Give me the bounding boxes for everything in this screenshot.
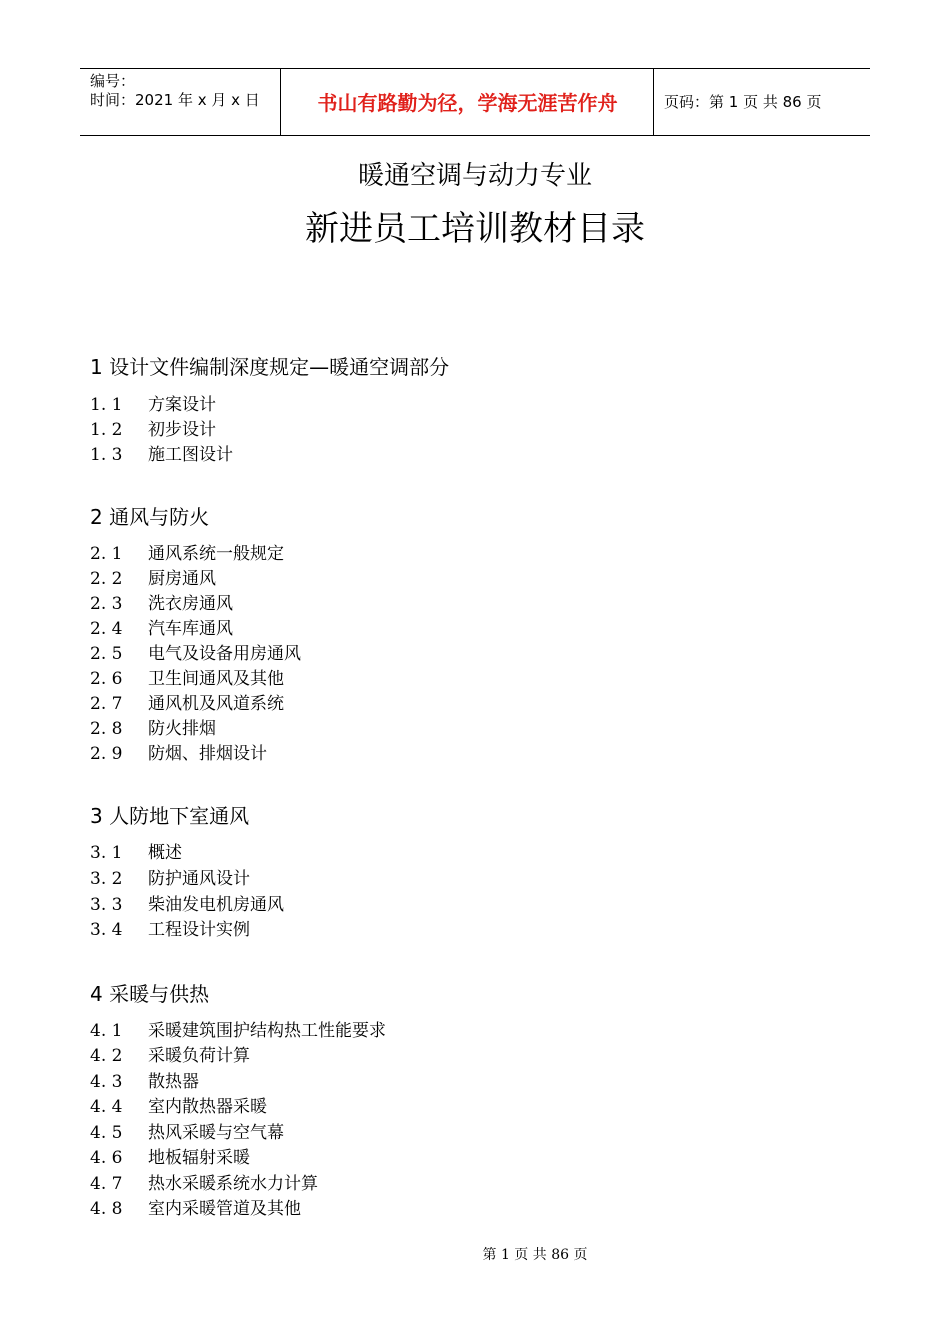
- item-number: 4. 2: [90, 1046, 123, 1066]
- item-number: 2. 3: [90, 594, 123, 614]
- item-text: 散热器: [148, 1072, 199, 1092]
- item-text: 汽车库通风: [148, 619, 233, 639]
- list-item: [90, 568, 216, 590]
- item-text: 室内采暖管道及其他: [148, 1199, 301, 1219]
- number-label: 编号：: [90, 72, 136, 90]
- item-number: 2. 9: [90, 744, 123, 764]
- item-text: 卫生间通风及其他: [148, 669, 284, 689]
- item-number: 2. 7: [90, 694, 123, 714]
- item-text: 地板辐射采暖: [148, 1148, 250, 1168]
- item-text: 热风采暖与空气幕: [148, 1123, 284, 1143]
- item-text: 防火排烟: [148, 719, 216, 739]
- list-item: [90, 868, 250, 890]
- list-item: [90, 1198, 301, 1220]
- list-item: [90, 643, 301, 665]
- list-item: [90, 743, 267, 765]
- list-item: [90, 394, 216, 416]
- list-item: [90, 1147, 250, 1169]
- item-text: 室内散热器采暖: [148, 1097, 267, 1117]
- section-heading: 4 采暖与供热: [90, 982, 210, 1006]
- list-item: [90, 1122, 284, 1144]
- list-item: [90, 842, 182, 864]
- item-text: 厨房通风: [148, 569, 216, 589]
- list-item: [90, 894, 284, 916]
- header-page-cell: [654, 69, 870, 135]
- item-number: 2. 5: [90, 644, 123, 664]
- item-number: 4. 6: [90, 1148, 123, 1168]
- item-number: 2. 1: [90, 544, 123, 564]
- list-item: [90, 1045, 250, 1067]
- item-number: 3. 3: [90, 895, 123, 915]
- list-item: [90, 1020, 386, 1042]
- item-number: 4. 8: [90, 1199, 123, 1219]
- item-text: 洗衣房通风: [148, 594, 233, 614]
- list-item: [90, 693, 284, 715]
- header-table: [80, 68, 870, 136]
- item-text: 电气及设备用房通风: [148, 644, 301, 664]
- item-text: 柴油发电机房通风: [148, 895, 284, 915]
- item-text: 通风机及风道系统: [148, 694, 284, 714]
- item-text: 热水采暖系统水力计算: [148, 1174, 318, 1194]
- header-left-cell: [80, 69, 281, 135]
- list-item: [90, 668, 284, 690]
- list-item: [90, 1173, 318, 1195]
- list-item: [90, 593, 233, 615]
- item-number: 2. 8: [90, 719, 123, 739]
- item-number: 1. 2: [90, 420, 123, 440]
- section-heading: 2 通风与防火: [90, 505, 210, 529]
- list-item: [90, 543, 284, 565]
- section-heading: 1 设计文件编制深度规定—暖通空调部分: [90, 355, 450, 379]
- list-item: [90, 444, 233, 466]
- item-text: 通风系统一般规定: [148, 544, 284, 564]
- document-subtitle: 暖通空调与动力专业: [357, 161, 592, 191]
- item-text: 施工图设计: [148, 445, 233, 465]
- item-text: 防烟、排烟设计: [148, 744, 267, 764]
- item-text: 初步设计: [148, 420, 216, 440]
- document-title: 新进员工培训教材目录: [305, 209, 645, 249]
- item-number: 4. 3: [90, 1072, 123, 1092]
- item-number: 4. 7: [90, 1174, 123, 1194]
- list-item: [90, 718, 216, 740]
- list-item: [90, 1096, 267, 1118]
- item-text: 采暖建筑围护结构热工性能要求: [148, 1021, 386, 1041]
- item-number: 3. 1: [90, 843, 123, 863]
- page-info: 页码：第 1 页 共 86 页: [664, 93, 822, 111]
- header-motto-cell: [281, 69, 654, 135]
- item-number: 3. 4: [90, 920, 123, 940]
- item-number: 4. 1: [90, 1021, 123, 1041]
- section-heading: 3 人防地下室通风: [90, 804, 250, 828]
- time-label: 时间：2021 年 x 月 x 日: [90, 91, 260, 109]
- list-item: [90, 919, 250, 941]
- item-number: 2. 2: [90, 569, 123, 589]
- item-number: 1. 3: [90, 445, 123, 465]
- item-number: 2. 6: [90, 669, 123, 689]
- item-text: 采暖负荷计算: [148, 1046, 250, 1066]
- list-item: [90, 618, 233, 640]
- list-item: [90, 1071, 199, 1093]
- item-number: 2. 4: [90, 619, 123, 639]
- item-text: 方案设计: [148, 395, 216, 415]
- item-number: 1. 1: [90, 395, 123, 415]
- item-text: 工程设计实例: [148, 920, 250, 940]
- item-text: 防护通风设计: [148, 869, 250, 889]
- page-footer: 第 1 页 共 86 页: [482, 1247, 588, 1263]
- item-number: 4. 5: [90, 1123, 123, 1143]
- motto-text: 书山有路勤为径，学海无涯苦作舟: [317, 91, 618, 115]
- item-text: 概述: [148, 843, 182, 863]
- item-number: 3. 2: [90, 869, 123, 889]
- list-item: [90, 419, 216, 441]
- item-number: 4. 4: [90, 1097, 123, 1117]
